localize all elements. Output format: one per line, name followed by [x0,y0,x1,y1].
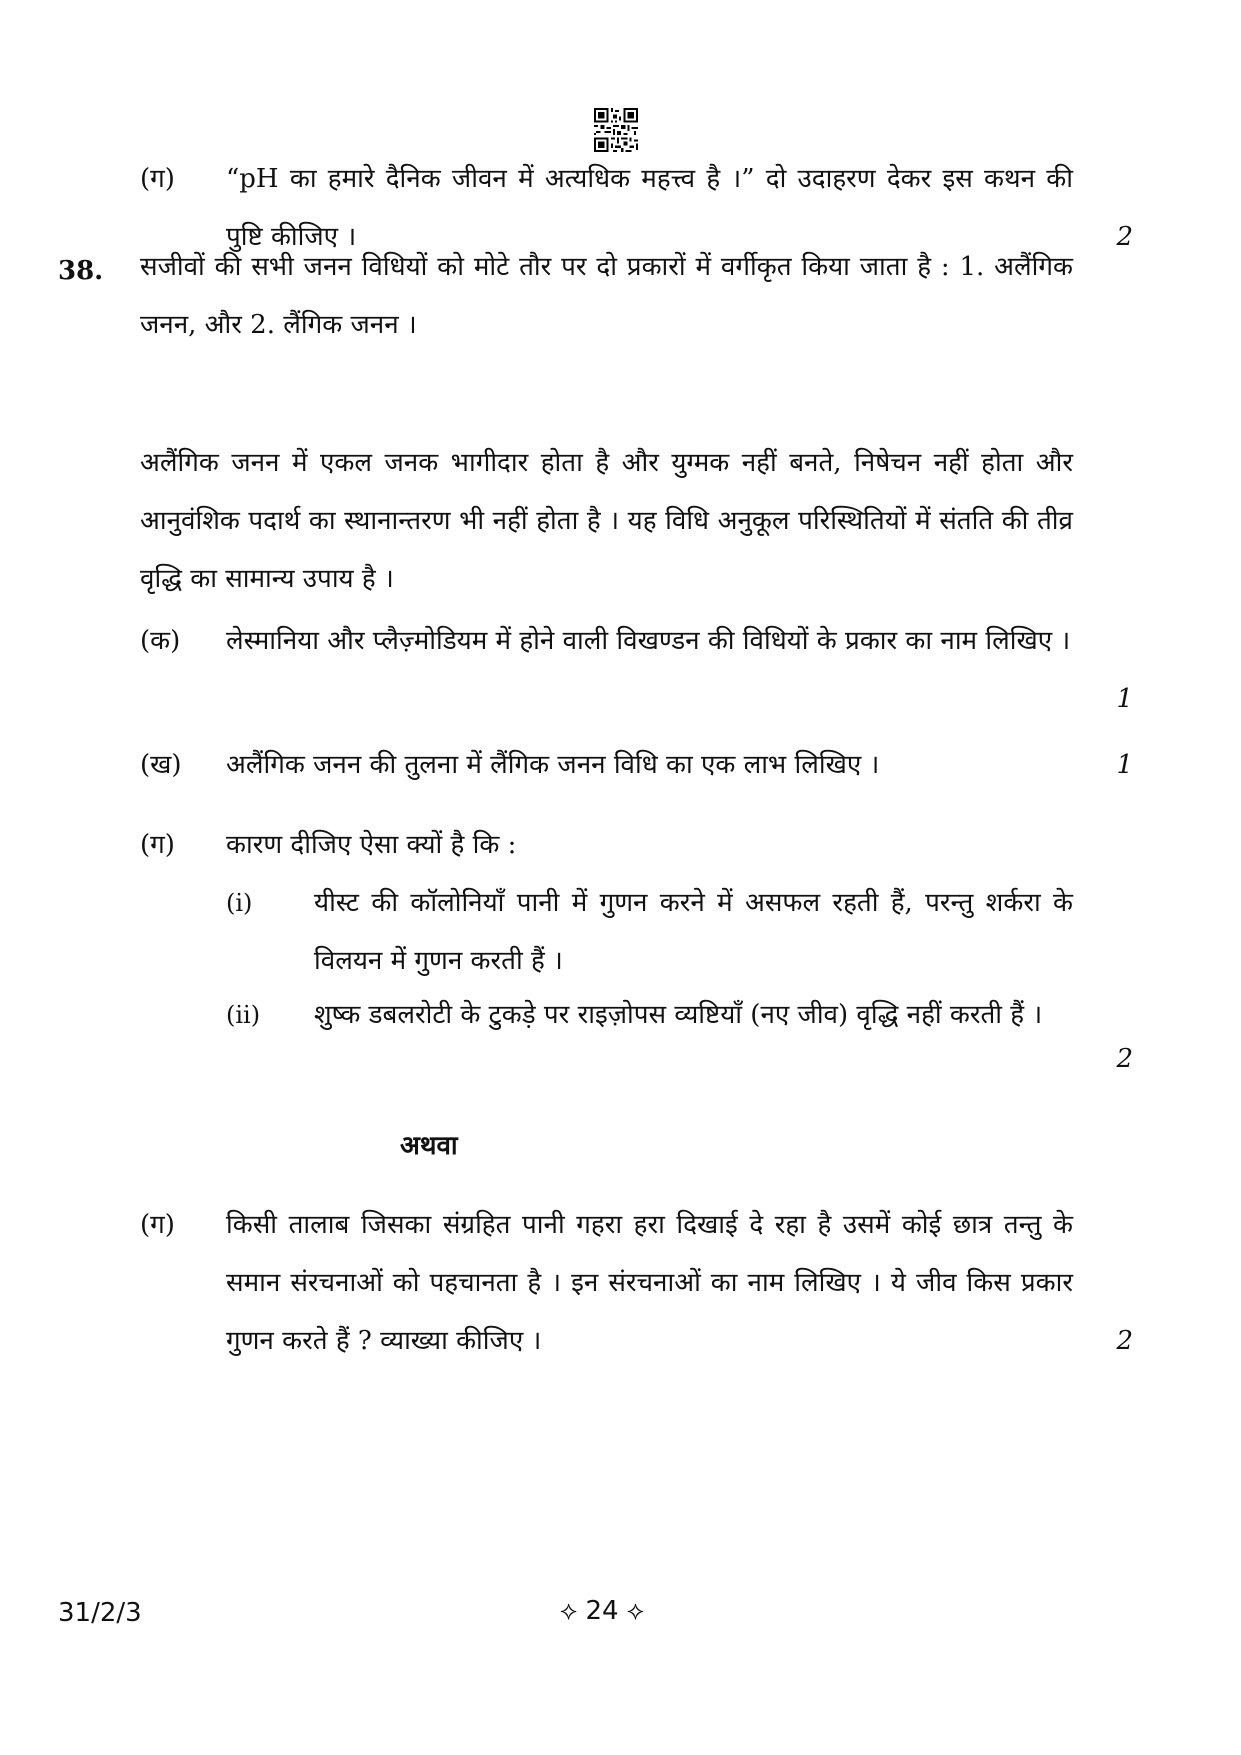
part-label: (ग) [140,164,175,194]
question-text: अलैंगिक जनन की तुलना में लैंगिक जनन विधि का एक लाभ लिखिए । [226,750,880,780]
question-text: “pH का हमारे दैनिक जीवन में अत्यधिक महत्त्व है ।” दो उदाहरण देकर इस कथन की पुष्टि कीजिए । [226,164,1073,252]
sub-question-i [226,874,1123,990]
sub-label: (ii) [226,1001,261,1029]
marks: 2 [1116,222,1133,252]
sub-question-text: शुष्क डबलरोटी के टुकड़े पर राइज़ोपस व्यष्टियाँ (नए जीव) वृद्धि नहीं करती हैं । [314,1000,1043,1030]
sub-question-ii [226,986,1123,1044]
question-text: किसी तालाब जिसका संग्रहित पानी गहरा हरा दिखाई दे रहा है उसमें कोई छात्र तन्तु के समान संरचनाओं को पहचानता है । इन संरचनाओं का नाम लिखिए । ये जीव किस प्रकार गुणन करते हैं ? व्याख्या कीजिए । [226,1210,1073,1356]
question-text: कारण दीजिए ऐसा क्यों है कि : [226,830,517,860]
question-38-part-a [140,612,1133,714]
question-38-intro: सजीवों की सभी जनन विधियों को मोटे तौर पर दो प्रकारों में वर्गीकृत किया जाता है : 1. अलैंगिक जनन, और 2. लैंगिक जनन । [140,252,1073,340]
marks: 1 [1116,684,1133,714]
qr-code-icon [594,108,638,152]
question-38-part-c-alternative [140,1196,1133,1370]
part-label: (ग) [140,1210,175,1240]
part-label: (क) [140,626,181,656]
part-label: (ग) [140,830,175,860]
question-text: लेस्मानिया और प्लैज़्मोडियम में होने वाली विखण्डन की विधियों के प्रकार का नाम लिखिए । [226,626,1071,656]
question-38-part-c [140,816,1123,874]
question-38-part-b [140,736,1133,794]
paper-code: 31/2/3 [58,1598,142,1628]
right-ornament-icon: ⟡ [626,1596,644,1626]
sub-question-text: यीस्ट की कॉलोनियाँ पानी में गुणन करने में असफल रहती हैं, परन्तु शर्करा के विलयन में गुणन करती हैं । [314,888,1073,976]
marks: 1 [1116,750,1133,780]
page-number-text: 24 [585,1596,619,1626]
page-number [560,1596,644,1627]
or-separator: अथवा [400,1131,458,1161]
question-number: 38. [58,256,104,286]
marks: 2 [1116,1326,1133,1356]
marks: 2 [1116,1044,1133,1074]
question-38-passage: अलैंगिक जनन में एकल जनक भागीदार होता है और युग्मक नहीं बनते, निषेचन नहीं होता और आनुवंशिक पदार्थ का स्थानान्तरण भी नहीं होता है । यह विधि अनुकूल परिस्थितियों में संतति की तीव्र वृद्धि का सामान्य उपाय है । [140,448,1073,594]
left-ornament-icon: ⟡ [560,1596,578,1626]
part-label: (ख) [140,750,182,780]
sub-label: (i) [226,889,253,917]
